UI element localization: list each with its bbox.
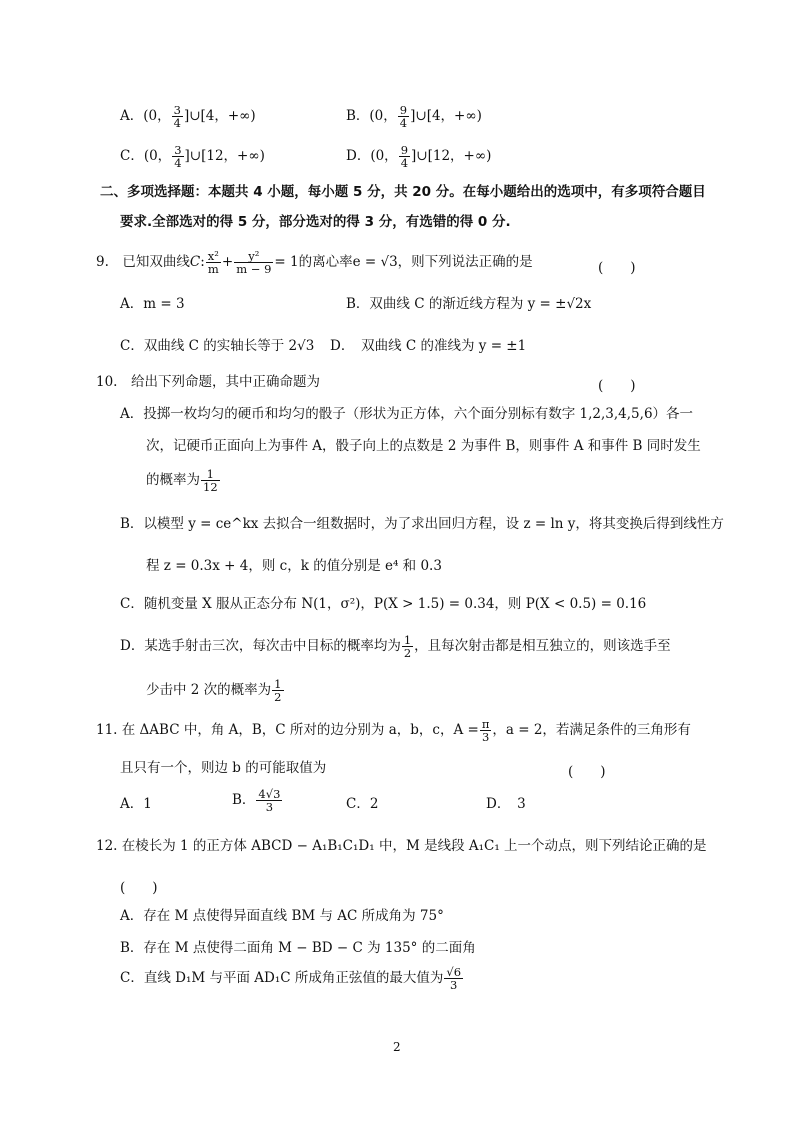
- q10-a3-den: 12: [203, 480, 218, 495]
- section2-heading-line2: 要求.全部选对的得 5 分，部分选对的得 3 分，有选错的得 0 分.: [120, 214, 511, 230]
- q10-answer-bracket: ( ): [598, 378, 636, 394]
- q12-option-b: B．存在 M 点使得二面角 M − BD − C 为 135° 的二面角: [120, 940, 476, 956]
- q9-frac-y-num: y²: [234, 250, 273, 263]
- q10-option-b-line2: 程 z = 0.3x + 4，则 c，k 的值分别是 e⁴ 和 0.3: [146, 558, 442, 574]
- q11-a-den: 3: [481, 730, 490, 745]
- q11-stem-b: ，a = 2，若满足条件的三角形有: [492, 722, 691, 739]
- q8-d-tail: ]∪[12，+∞): [411, 148, 492, 165]
- q12-answer-bracket: ( ): [120, 880, 158, 896]
- q9-stem-a: 9. 已知双曲线: [96, 254, 190, 271]
- q10-a3-frac: [201, 468, 220, 493]
- q8-d-den: 4: [400, 156, 409, 171]
- q9-frac-x-den: m: [207, 262, 219, 277]
- q10-stem: 10. 给出下列命题，其中正确命题为: [96, 374, 320, 390]
- q9-stem-b: 的离心率: [298, 254, 353, 271]
- q9-eq1: = 1: [274, 254, 299, 271]
- q10-d2-text: 少击中 2 次的概率为: [146, 682, 272, 699]
- q9-frac-y-den: m − 9: [236, 262, 272, 277]
- q8-a-label: A．(0，: [120, 108, 171, 125]
- q9-option-a: A．m = 3: [120, 296, 185, 312]
- q12-option-c: [120, 966, 464, 991]
- q11-option-b: [232, 788, 283, 813]
- q11-stem-a: 11. 在 ΔABC 中，角 A，B，C 所对的边分别为 a，b，c，A =: [96, 722, 479, 739]
- q10-d2-frac: [272, 678, 283, 703]
- q8-c-frac: [172, 144, 183, 169]
- q11-b-den: 3: [265, 800, 274, 815]
- page-number: 2: [393, 1040, 401, 1054]
- q8-a-frac: [172, 104, 183, 129]
- q12-c-frac: [444, 966, 463, 991]
- q8-d-label: D．(0，: [346, 148, 398, 165]
- q11-option-c: C．2: [346, 796, 379, 812]
- q10-option-b-line1: B．以模型 y = ce^kx 去拟合一组数据时，为了求出回归方程，设 z = ln y，将其变换后得到线性方: [120, 516, 724, 532]
- q8-a-den: 4: [173, 116, 181, 131]
- q8-c-den: 4: [174, 156, 182, 171]
- q9-option-d: D． 双曲线 C 的准线为 y = ±1: [330, 338, 527, 354]
- q11-stem-line2: 且只有一个，则边 b 的可能取值为: [120, 760, 327, 776]
- q12-option-a: A．存在 M 点使得异面直线 BM 与 AC 所成角为 75°: [120, 908, 444, 924]
- q11-option-d: D． 3: [486, 796, 526, 812]
- q8-b-tail: ]∪[4，+∞): [410, 108, 482, 125]
- q8-option-a: [120, 104, 256, 129]
- q8-option-c: [120, 144, 265, 169]
- q9-frac-x-num: x²: [207, 249, 219, 263]
- q8-a-tail: ]∪[4，+∞): [183, 108, 256, 125]
- q11-stem-line1: [96, 718, 691, 743]
- q11-a-frac: [480, 718, 492, 743]
- q10-option-a-line1: A．投掷一枚均匀的硬币和均匀的骰子（形状为正方体，六个面分别标有数字 1,2,3,4,5,6）各一: [120, 406, 694, 422]
- q8-b-num: 9: [399, 103, 408, 117]
- q10-option-a-line2: 次，记硬币正面向上为事件 A，骰子向上的点数是 2 为事件 B，则事件 A 和事件 B 同时发生: [146, 438, 701, 454]
- q9-option-b: B．双曲线 C 的渐近线方程为 y = ±√2x: [346, 296, 592, 312]
- q12-c-den: 3: [450, 978, 458, 993]
- q8-a-num: 3: [173, 103, 181, 117]
- q9-eccentricity: e = √3: [352, 254, 398, 271]
- q10-a3-num: 1: [201, 468, 220, 481]
- q11-a-num: π: [481, 717, 490, 731]
- q8-option-d: [346, 144, 491, 169]
- q8-b-den: 4: [399, 116, 408, 131]
- q9-frac-y: [234, 250, 273, 275]
- q9-stem: 9. 已知双曲线C: $\frac{\text{x²}}{m}$ + $\frac{\text{y²}}{m - 9}$ = 1的离心率e = √3，则下列说法正确的是: [96, 249, 533, 277]
- q8-option-b: [346, 104, 482, 129]
- q11-answer-bracket: ( ): [568, 764, 606, 780]
- q8-c-tail: ]∪[12，+∞): [184, 148, 265, 165]
- q9-curve: C: [189, 254, 201, 271]
- q11-b-frac: [256, 788, 282, 813]
- q12-c-text: C．直线 D₁M 与平面 AD₁C 所成角正弦值的最大值为: [120, 970, 444, 987]
- q8-b-label: B．(0，: [346, 108, 397, 125]
- q11-b-label: B．: [232, 792, 256, 809]
- q11-option-a: A．1: [120, 796, 152, 812]
- q9-stem-c: ，则下列说法正确的是: [397, 254, 533, 271]
- section2-heading-line1: 二、多项选择题：本题共 4 小题，每小题 5 分，共 20 分。在每小题给出的选项中，有多项符合题目: [100, 184, 706, 200]
- q10-d1-num: 1: [403, 633, 412, 647]
- q11-b-num: 4√3: [258, 787, 281, 801]
- q10-d1a: D．某选手射击三次，每次击中目标的概率均为: [120, 638, 401, 655]
- q8-d-frac: [399, 144, 410, 169]
- q9-option-c: C．双曲线 C 的实轴长等于 2√3: [120, 338, 315, 354]
- q9-frac-x: [206, 250, 221, 275]
- q10-option-a-line3: [146, 468, 221, 493]
- q8-c-label: C．(0，: [120, 148, 172, 165]
- q8-b-frac: [398, 104, 409, 129]
- q10-d1b: ，且每次射击都是相互独立的，则该选手至: [414, 638, 671, 655]
- q10-option-d-line2: [146, 678, 285, 703]
- q12-stem: 12. 在棱长为 1 的正方体 ABCD − A₁B₁C₁D₁ 中，M 是线段 A₁C₁ 上一个动点，则下列结论正确的是: [96, 838, 707, 854]
- q10-d1-frac: [402, 634, 413, 659]
- q10-d2-den: 2: [274, 690, 282, 705]
- q10-option-d-line1: [120, 634, 671, 659]
- q9-answer-bracket: ( ): [598, 260, 636, 276]
- q8-c-num: 3: [174, 143, 182, 157]
- q12-c-num: √6: [446, 965, 462, 979]
- q10-option-c: C．随机变量 X 服从正态分布 N(1，σ²)，P(X > 1.5) = 0.34，则 P(X < 0.5) = 0.16: [120, 596, 647, 612]
- q10-a3-text: 的概率为: [146, 472, 200, 489]
- q8-d-num: 9: [400, 143, 409, 157]
- q10-d1-den: 2: [403, 646, 412, 661]
- q10-d2-num: 1: [274, 677, 282, 691]
